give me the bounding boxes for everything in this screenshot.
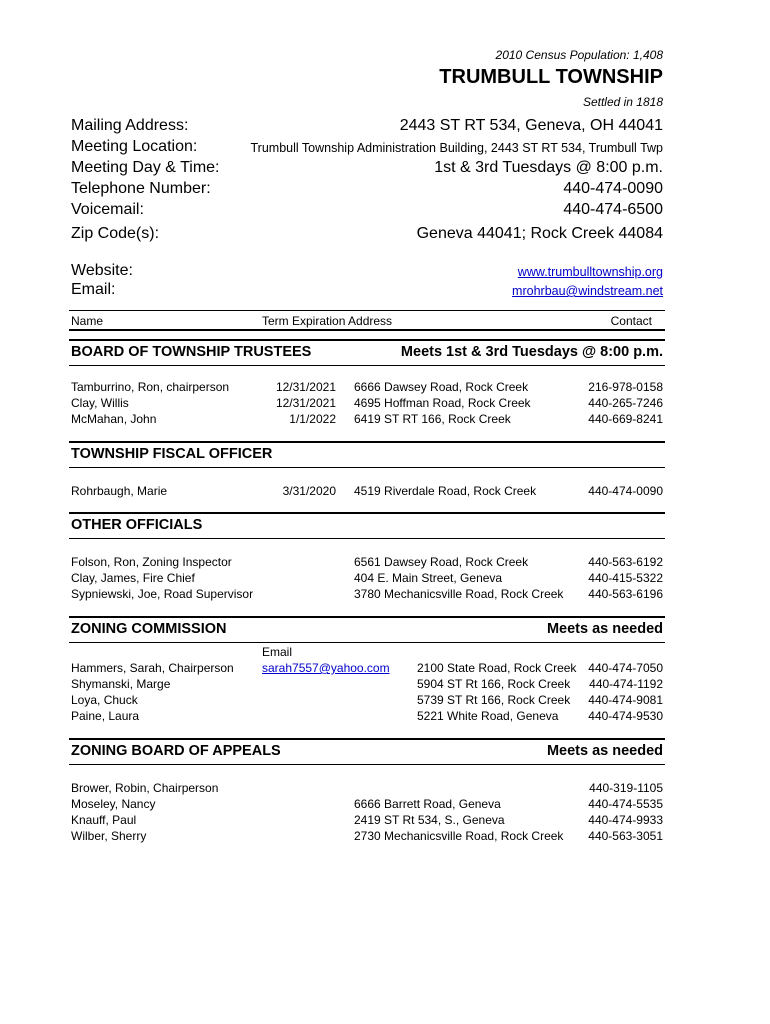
official-contact: 440-474-1192 [589,677,663,691]
telephone-label: Telephone Number: [71,180,211,197]
official-address: 2100 State Road, Rock Creek [417,661,577,675]
section-rule [69,365,665,366]
email-label: Email: [71,281,116,298]
official-contact: 440-669-8241 [588,412,663,426]
official-name: Loya, Chuck [71,693,138,707]
official-name: McMahan, John [71,412,157,426]
email-column-header: Email [262,645,293,659]
official-address: 4519 Riverdale Road, Rock Creek [354,484,537,498]
official-contact: 440-474-0090 [588,484,663,498]
trustees-meeting-time: Meets 1st & 3rd Tuesdays @ 8:00 p.m. [400,344,663,360]
official-contact: 440-474-9081 [588,693,663,707]
email-link[interactable]: mrohrbau@windstream.net [512,284,663,298]
telephone-value: 440-474-0090 [563,180,663,197]
meeting-day-label: Meeting Day & Time: [71,159,220,176]
section-rule [69,642,665,643]
section-title-zoning-appeals: ZONING BOARD OF APPEALS [71,743,281,759]
term-expiration: 1/1/2022 [289,412,336,426]
section-rule [69,512,665,514]
term-expiration: 12/31/2021 [275,396,336,410]
zip-codes-label: Zip Code(s): [71,225,160,242]
official-email-link[interactable]: sarah7557@yahoo.com [262,661,390,675]
section-rule [69,467,665,468]
official-address: 2730 Mechanicsville Road, Rock Creek [354,829,564,843]
zoning-meeting-time: Meets as needed [546,621,663,637]
official-name: Brower, Robin, Chairperson [71,781,219,795]
mailing-address-value: 2443 ST RT 534, Geneva, OH 44041 [399,117,663,134]
section-title-other-officials: OTHER OFFICIALS [71,517,203,533]
page-title: TRUMBULL TOWNSHIP [439,66,663,88]
column-header-term-address: Term Expiration Address [262,314,393,328]
term-expiration: 12/31/2021 [275,380,336,394]
official-address: 3780 Mechanicsville Road, Rock Creek [354,587,564,601]
official-name: Tamburrino, Ron, chairperson [71,380,230,394]
official-name: Knauff, Paul [71,813,137,827]
official-name: Sypniewski, Joe, Road Supervisor [71,587,254,601]
official-contact: 440-474-9933 [588,813,663,827]
official-address: 6666 Barrett Road, Geneva [354,797,501,811]
divider [69,310,665,311]
section-rule [69,538,665,539]
official-address: 5221 White Road, Geneva [417,709,559,723]
column-header-contact: Contact [610,314,652,328]
official-contact: 440-474-9530 [588,709,663,723]
official-name: Clay, James, Fire Chief [71,571,195,585]
census-population: 2010 Census Population: 1,408 [495,48,663,62]
meeting-location-label: Meeting Location: [71,138,198,155]
website-label: Website: [71,262,133,279]
section-rule [69,616,665,618]
official-name: Wilber, Sherry [71,829,147,843]
voicemail-value: 440-474-6500 [563,201,663,218]
official-address: 6419 ST RT 166, Rock Creek [354,412,511,426]
section-title-zoning-commission: ZONING COMMISSION [71,621,227,637]
official-address: 4695 Hoffman Road, Rock Creek [354,396,531,410]
meeting-location-value: Trumbull Township Administration Building, 2443 ST RT 534, Trumbull Twp [250,141,663,155]
official-address: 2419 ST Rt 534, S., Geneva [354,813,505,827]
official-contact: 440-563-3051 [588,829,663,843]
official-contact: 440-265-7246 [588,396,663,410]
section-rule [69,339,665,341]
official-contact: 440-563-6192 [588,555,663,569]
appeals-meeting-time: Meets as needed [546,743,663,759]
official-contact: 216-978-0158 [588,380,663,394]
website-link[interactable]: www.trumbulltownship.org [517,265,663,279]
section-rule [69,764,665,765]
official-name: Shymanski, Marge [71,677,171,691]
official-address: 6666 Dawsey Road, Rock Creek [354,380,529,394]
official-address: 404 E. Main Street, Geneva [354,571,503,585]
section-rule [69,441,665,443]
official-address: 5739 ST Rt 166, Rock Creek [417,693,571,707]
official-contact: 440-563-6196 [588,587,663,601]
official-name: Rohrbaugh, Marie [71,484,168,498]
divider [69,329,665,331]
section-title-trustees: BOARD OF TOWNSHIP TRUSTEES [71,344,312,360]
zip-codes-value: Geneva 44041; Rock Creek 44084 [416,225,663,242]
official-address: 6561 Dawsey Road, Rock Creek [354,555,529,569]
voicemail-label: Voicemail: [71,201,144,218]
official-name: Clay, Willis [71,396,129,410]
official-address: 5904 ST Rt 166, Rock Creek [417,677,571,691]
official-contact: 440-319-1105 [589,781,663,795]
section-title-fiscal-officer: TOWNSHIP FISCAL OFFICER [71,446,273,462]
official-contact: 440-474-5535 [588,797,663,811]
column-header-name: Name [71,314,104,328]
official-name: Hammers, Sarah, Chairperson [71,661,234,675]
official-name: Paine, Laura [71,709,140,723]
official-name: Folson, Ron, Zoning Inspector [71,555,232,569]
mailing-address-label: Mailing Address: [71,117,189,134]
official-name: Moseley, Nancy [71,797,156,811]
official-contact: 440-415-5322 [588,571,663,585]
section-rule [69,738,665,740]
term-expiration: 3/31/2020 [282,484,336,498]
meeting-day-value: 1st & 3rd Tuesdays @ 8:00 p.m. [434,159,663,176]
settled-year: Settled in 1818 [582,95,663,109]
official-contact: 440-474-7050 [588,661,663,675]
